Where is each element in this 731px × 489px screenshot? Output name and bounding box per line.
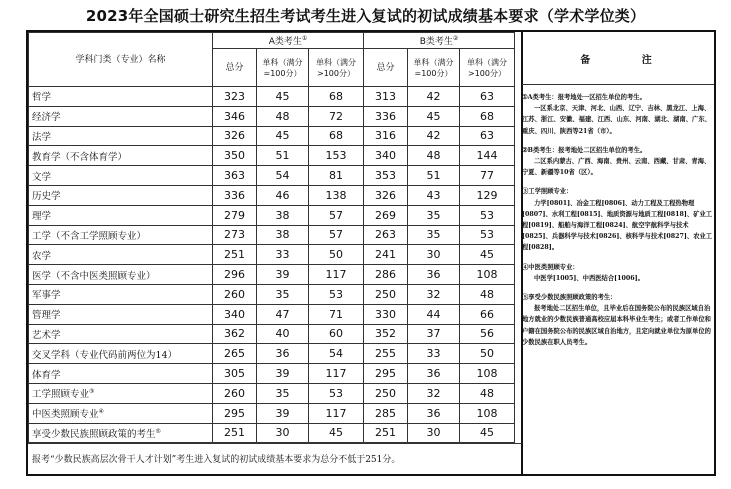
b-singlegt100-score: 108 <box>460 403 515 423</box>
b-single100-score: 43 <box>408 185 460 205</box>
a-total-score: 340 <box>213 304 257 324</box>
b-singlegt100-score: 45 <box>460 423 515 443</box>
note-paragraph: 报考地处二区招生单位，且毕业后在国务院公布的民族区域自治地方就业的少数民族普通高校应届本科毕业生考生；或者工作单位和户籍在国务院公布的民族区域自治地方，且定向就业单位为原单位的少数民族在职人员考生。 <box>522 305 711 346</box>
b-total-score: 285 <box>364 403 408 423</box>
subject-name <box>29 344 213 364</box>
table-row <box>29 205 515 225</box>
subject-name-text: 工学照顾专业 <box>32 389 90 401</box>
b-total-score: 313 <box>364 87 408 107</box>
table-row <box>29 185 515 205</box>
b-singlegt100-header <box>460 49 515 87</box>
a-singlegt100-score: 54 <box>309 344 364 364</box>
note-paragraph: 二区系内蒙古、广西、海南、贵州、云南、西藏、甘肃、青海、宁夏、新疆等10省（区）。 <box>522 158 711 177</box>
subject-name-text: 工学（不含工学照顾专业） <box>32 230 147 242</box>
table-row <box>29 245 515 265</box>
a-group-footnote: ① <box>301 35 308 42</box>
table-row <box>29 423 515 443</box>
a-single100-score: 51 <box>257 146 309 166</box>
a-single100-score: 48 <box>257 106 309 126</box>
a-single100-score: 54 <box>257 166 309 186</box>
a-singlegt100-score: 57 <box>309 225 364 245</box>
a-singlegt100-score: 60 <box>309 324 364 344</box>
subject-name-text: 管理学 <box>32 310 61 322</box>
subject-name-text: 哲学 <box>32 92 52 104</box>
subject-footnote: ⑤ <box>155 427 161 435</box>
a-total-score: 260 <box>213 383 257 403</box>
b-total-score: 286 <box>364 265 408 285</box>
a-singlegt100-score: 72 <box>309 106 364 126</box>
a-singlegt100-score: 71 <box>309 304 364 324</box>
a-singlegt100-score: 117 <box>309 403 364 423</box>
a-total-score: 323 <box>213 87 257 107</box>
b-singlegt100-label-1: 单科（满分 <box>467 57 507 67</box>
a-group-header <box>213 33 364 49</box>
subject-name <box>29 324 213 344</box>
a-single100-score: 35 <box>257 284 309 304</box>
subject-footnote: ③ <box>89 388 95 396</box>
b-single100-score: 44 <box>408 304 460 324</box>
b-singlegt100-score: 144 <box>460 146 515 166</box>
a-singlegt100-score: 117 <box>309 364 364 384</box>
subject-name-text: 艺术学 <box>32 329 61 341</box>
a-single100-score: 33 <box>257 245 309 265</box>
b-single100-score: 36 <box>408 403 460 423</box>
b-singlegt100-score: 108 <box>460 265 515 285</box>
b-total-score: 269 <box>364 205 408 225</box>
a-single100-label-1: 单科（满分 <box>262 57 303 67</box>
b-total-score: 255 <box>364 344 408 364</box>
note-paragraph: ①A类考生：报考地处一区招生单位的考生。 <box>522 94 646 101</box>
footer-note: 报考“少数民族高层次骨干人才计划”考生进入复试的初试成绩基本要求为总分不低于251分。 <box>32 455 401 465</box>
a-single100-score: 38 <box>257 205 309 225</box>
b-singlegt100-score: 77 <box>460 166 515 186</box>
b-singlegt100-score: 108 <box>460 364 515 384</box>
a-singlegt100-score: 57 <box>309 205 364 225</box>
b-total-score: 336 <box>364 106 408 126</box>
a-single100-score: 35 <box>257 383 309 403</box>
b-singlegt100-score: 45 <box>460 245 515 265</box>
table-row <box>29 225 515 245</box>
score-table <box>28 32 515 443</box>
b-total-label: 总分 <box>376 62 395 73</box>
subject-name <box>29 364 213 384</box>
table-row <box>29 106 515 126</box>
subject-name-text: 军事学 <box>32 290 61 302</box>
a-single100-score: 40 <box>257 324 309 344</box>
b-single100-score: 45 <box>408 106 460 126</box>
b-singlegt100-score: 48 <box>460 383 515 403</box>
subject-name <box>29 146 213 166</box>
a-single100-score: 36 <box>257 344 309 364</box>
note-paragraph: ④中医类照顾专业： <box>522 263 579 271</box>
b-total-score: 340 <box>364 146 408 166</box>
a-single100-score: 39 <box>257 364 309 384</box>
a-singlegt100-header <box>309 49 364 87</box>
subject-name <box>29 245 213 265</box>
subject-name <box>29 205 213 225</box>
score-rows <box>29 87 515 443</box>
a-total-score: 363 <box>213 166 257 186</box>
b-singlegt100-score: 68 <box>460 106 515 126</box>
subject-name-text: 医学（不含中医类照顾专业） <box>32 270 156 282</box>
table-row <box>29 304 515 324</box>
subject-column-label: 学科门类（专业）名称 <box>75 54 166 65</box>
note-paragraph: 一区系北京、天津、河北、山西、辽宁、吉林、黑龙江、上海、江苏、浙江、安徽、福建、江西、山东、河南、湖北、湖南、广东、重庆、四川、陕西等21省（市）。 <box>522 105 711 135</box>
a-singlegt100-label-2: >100分） <box>317 68 355 78</box>
note-paragraph: ③工学照顾专业： <box>522 188 573 196</box>
a-singlegt100-score: 68 <box>309 87 364 107</box>
notes-title: 备 注 <box>580 54 676 66</box>
b-single100-score: 42 <box>408 87 460 107</box>
subject-name <box>29 304 213 324</box>
b-singlegt100-score: 48 <box>460 284 515 304</box>
a-singlegt100-score: 81 <box>309 166 364 186</box>
b-singlegt100-label-2: >100分） <box>468 68 506 78</box>
a-total-score: 260 <box>213 284 257 304</box>
a-total-score: 362 <box>213 324 257 344</box>
table-row <box>29 344 515 364</box>
b-total-score: 316 <box>364 126 408 146</box>
a-single100-score: 46 <box>257 185 309 205</box>
b-single100-score: 48 <box>408 146 460 166</box>
b-single100-score: 36 <box>408 265 460 285</box>
a-total-label: 总分 <box>225 62 244 73</box>
a-single100-score: 45 <box>257 126 309 146</box>
b-single100-score: 30 <box>408 245 460 265</box>
b-single100-score: 42 <box>408 126 460 146</box>
b-single100-score: 51 <box>408 166 460 186</box>
b-singlegt100-score: 63 <box>460 126 515 146</box>
a-singlegt100-score: 138 <box>309 185 364 205</box>
b-single100-score: 35 <box>408 225 460 245</box>
a-total-score: 296 <box>213 265 257 285</box>
b-single100-score: 37 <box>408 324 460 344</box>
b-total-score: 295 <box>364 364 408 384</box>
a-singlegt100-score: 117 <box>309 265 364 285</box>
table-row <box>29 324 515 344</box>
a-singlegt100-score: 45 <box>309 423 364 443</box>
table-row <box>29 87 515 107</box>
a-total-score: 251 <box>213 423 257 443</box>
subject-name-text: 交叉学科（专业代码前两位为14） <box>32 349 178 361</box>
subject-name <box>29 126 213 146</box>
b-single100-score: 32 <box>408 383 460 403</box>
b-total-score: 251 <box>364 423 408 443</box>
b-single100-header <box>408 49 460 87</box>
a-total-score: 265 <box>213 344 257 364</box>
a-single100-score: 39 <box>257 403 309 423</box>
subject-name <box>29 423 213 443</box>
a-singlegt100-score: 53 <box>309 284 364 304</box>
subject-name <box>29 87 213 107</box>
subject-name <box>29 403 213 423</box>
notes-header <box>522 32 714 85</box>
notes-body <box>522 92 714 348</box>
note-paragraph: 中医学[1005]、中西医结合[1006]。 <box>534 274 644 282</box>
a-single100-score: 38 <box>257 225 309 245</box>
subject-name-text: 历史学 <box>32 191 61 203</box>
b-single100-label-2: =100分） <box>414 68 453 78</box>
table-row <box>29 126 515 146</box>
a-singlegt100-score: 68 <box>309 126 364 146</box>
subject-name-text: 享受少数民族照顾政策的考生 <box>32 428 156 440</box>
b-singlegt100-score: 66 <box>460 304 515 324</box>
table-row <box>29 166 515 186</box>
note-paragraph: 力学[0801]、冶金工程[0806]、动力工程及工程热物理[0807]、水利工程[0815]、地质资源与地质工程[0818]、矿业工程[0819]、船舶与海洋工程[0824]、航空宇航科学与技术[0825]、兵器科学与技术[0826]、核科学与技术[0827]、农业工程[0828]。 <box>522 199 713 252</box>
b-total-score: 330 <box>364 304 408 324</box>
b-singlegt100-score: 50 <box>460 344 515 364</box>
table-row <box>29 383 515 403</box>
b-singlegt100-score: 53 <box>460 205 515 225</box>
subject-name <box>29 225 213 245</box>
a-single100-score: 47 <box>257 304 309 324</box>
subject-name-text: 教育学（不含体育学） <box>32 151 128 163</box>
a-total-score: 295 <box>213 403 257 423</box>
subject-name-text: 农学 <box>32 250 52 262</box>
b-singlegt100-score: 129 <box>460 185 515 205</box>
b-total-score: 263 <box>364 225 408 245</box>
b-single100-score: 36 <box>408 364 460 384</box>
a-total-score: 251 <box>213 245 257 265</box>
page-title: 2023年全国硕士研究生招生考试考生进入复试的初试成绩基本要求（学术学位类） <box>85 7 646 25</box>
subject-name-text: 文学 <box>32 171 52 183</box>
a-group-label: A类考生 <box>268 37 302 47</box>
table-row <box>29 146 515 166</box>
subject-column-header <box>29 33 213 87</box>
table-row <box>29 403 515 423</box>
a-single100-header <box>257 49 309 87</box>
subject-name <box>29 106 213 126</box>
b-singlegt100-score: 63 <box>460 87 515 107</box>
subject-name-text: 法学 <box>32 131 52 143</box>
a-single100-score: 39 <box>257 265 309 285</box>
table-row <box>29 284 515 304</box>
a-single100-score: 30 <box>257 423 309 443</box>
a-total-score: 346 <box>213 106 257 126</box>
a-total-score: 273 <box>213 225 257 245</box>
note-paragraph: ⑤享受少数民族照顾政策的考生： <box>522 294 617 302</box>
b-single100-score: 35 <box>408 205 460 225</box>
b-group-label: B类考生 <box>419 37 453 47</box>
a-total-score: 336 <box>213 185 257 205</box>
a-singlegt100-score: 53 <box>309 383 364 403</box>
subject-name <box>29 185 213 205</box>
subject-name-text: 中医类照顾专业 <box>32 409 99 421</box>
a-singlegt100-score: 50 <box>309 245 364 265</box>
subject-name <box>29 265 213 285</box>
a-total-score: 279 <box>213 205 257 225</box>
a-total-score: 305 <box>213 364 257 384</box>
b-single100-score: 32 <box>408 284 460 304</box>
a-singlegt100-score: 153 <box>309 146 364 166</box>
a-singlegt100-label-1: 单科（满分 <box>316 57 356 67</box>
a-total-header <box>213 49 257 87</box>
b-single100-score: 33 <box>408 344 460 364</box>
b-total-score: 352 <box>364 324 408 344</box>
table-row <box>29 265 515 285</box>
a-single100-score: 45 <box>257 87 309 107</box>
b-total-score: 326 <box>364 185 408 205</box>
b-total-header <box>364 49 408 87</box>
table-row <box>29 364 515 384</box>
subject-name <box>29 166 213 186</box>
subject-name <box>29 383 213 403</box>
b-single100-label-1: 单科（满分 <box>413 57 454 67</box>
b-total-score: 353 <box>364 166 408 186</box>
b-singlegt100-score: 56 <box>460 324 515 344</box>
b-singlegt100-score: 53 <box>460 225 515 245</box>
b-single100-score: 30 <box>408 423 460 443</box>
subject-name-text: 体育学 <box>32 369 61 381</box>
score-table-frame <box>26 30 716 476</box>
a-single100-label-2: =100分） <box>263 68 302 78</box>
b-total-score: 241 <box>364 245 408 265</box>
note-paragraph: ②B类考生：报考地处二区招生单位的考生。 <box>522 146 647 154</box>
subject-name-text: 理学 <box>32 211 52 223</box>
subject-footnote: ④ <box>98 407 104 415</box>
b-total-score: 250 <box>364 383 408 403</box>
subject-name-text: 经济学 <box>32 112 61 124</box>
a-total-score: 326 <box>213 126 257 146</box>
b-total-score: 250 <box>364 284 408 304</box>
subject-name <box>29 284 213 304</box>
b-group-footnote: ② <box>452 35 459 42</box>
a-total-score: 350 <box>213 146 257 166</box>
b-group-header <box>364 33 515 49</box>
